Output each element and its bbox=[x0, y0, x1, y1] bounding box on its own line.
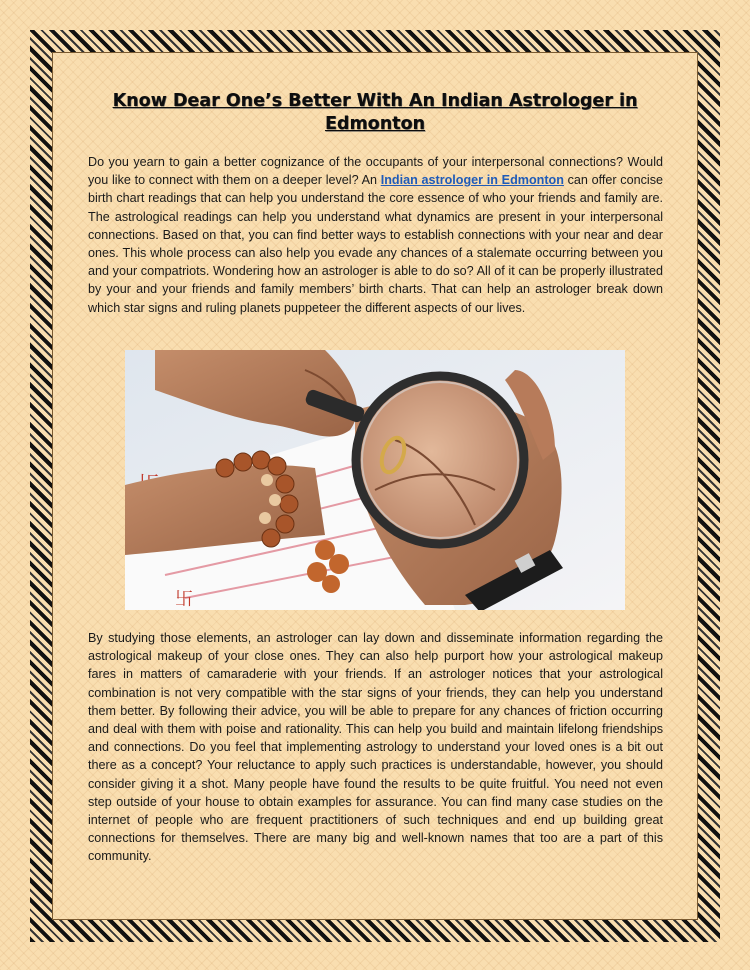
article-title: Know Dear One’s Better With An Indian Astrologer in Edmonton bbox=[112, 91, 638, 134]
palm-reading-photo bbox=[125, 350, 625, 610]
intro-text-start: Do you yearn to gain a better cognizance of the occupants of your interpersonal connections? Would you like to connect with them on a deeper level? An bbox=[88, 155, 663, 188]
intro-text-end: can offer concise birth chart readings that can help you understand the core essence of who your friends and family are. The astrological readings can help you understand what dynamics are present in your interpersonal connections. Based on that, you can find better ways to establish connections with your near and dear ones. This whole process can also help you evade any chances of a stalemate occurring between you and your compatriots. Wondering how an astrologer is able to do so? All of it can be properly illustrated by your and your friends and family members’ birth charts. That can help an astrologer break down which star signs and ruling planets puppeteer the different aspects of our lives. bbox=[88, 173, 663, 315]
svg-text:卐: 卐 bbox=[175, 589, 193, 610]
intro-paragraph bbox=[88, 153, 663, 317]
body-paragraph: By studying those elements, an astrologer can lay down and disseminate information regarding the astrological makeup of your close ones. They can also help purport how your astrological makeup fares in matters of camaraderie with your friends. If an astrologer notices that your astrological combination is not very compatible with the star signs of your friends, they can help you understand them better. By following their advice, you will be able to prepare for any chances of friction occurring and deal with them with poise and rationality. This can help you build and maintain lifelong friendships and connections. Do you feel that implementing astrology to understand your loved ones is a bit out there as a concept? Your reluctance to apply such practices is understandable, however, you should consider giving it a shot. Many people have found the results to be quite fruitful. You need not even step outside of your house to obtain examples for assurance. You can find many case studies on the internet of people who are frequent practitioners of such techniques and end up building great connections for themselves. There are many big and well-known names that too are a part of this community. bbox=[88, 631, 663, 864]
astrologer-link[interactable]: Indian astrologer in Edmonton bbox=[380, 173, 564, 188]
palm-magnifier-illustration bbox=[125, 350, 625, 610]
